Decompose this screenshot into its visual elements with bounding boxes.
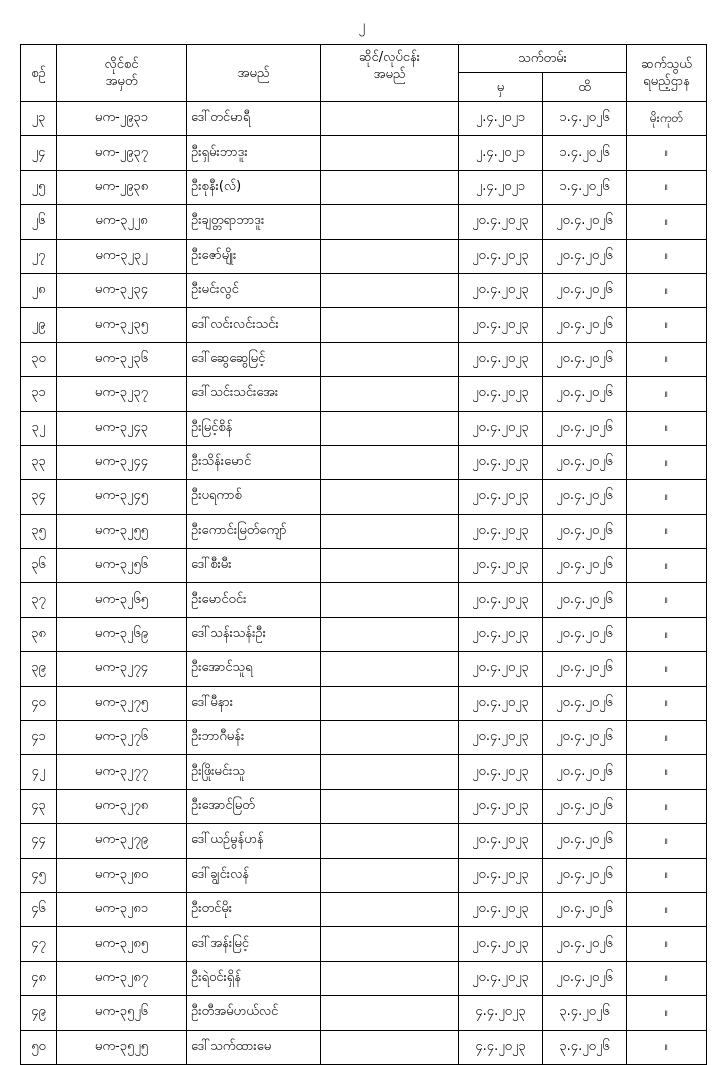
row-number: ၂၅ (21, 170, 57, 204)
contact-office: ။ (627, 377, 707, 411)
shop-name (321, 686, 459, 720)
valid-to: ၂၀.၄.၂၀၂၆ (543, 961, 627, 995)
valid-from: ၂၀.၄.၂၀၂၃ (459, 961, 543, 995)
valid-to: ၂၀.၄.၂၀၂၆ (543, 824, 627, 858)
shop-name (321, 377, 459, 411)
holder-name: ဦးတင်မိုး (187, 892, 321, 926)
license-number: မက-၃၂၄၅ (57, 480, 187, 514)
contact-office: ။ (627, 342, 707, 376)
row-number: ၃၅ (21, 514, 57, 548)
table-row (21, 239, 707, 273)
row-number: ၄၀ (21, 686, 57, 720)
table-row (21, 824, 707, 858)
valid-from: ၂.၄.၂၀၂၁ (459, 170, 543, 204)
holder-name: ဦးမင်းလွင် (187, 273, 321, 307)
contact-office: ။ (627, 686, 707, 720)
header-contact-office: ဆက်သွယ် ရမည့်ဌာန (627, 45, 707, 102)
license-number: မက-၃၂၂၈ (57, 205, 187, 239)
table-row (21, 996, 707, 1030)
holder-name: ဒေါ်စီးမီး (187, 549, 321, 583)
holder-name: ဒေါ်ချွင်းလန် (187, 858, 321, 892)
table-row (21, 273, 707, 307)
valid-to: ၁.၄.၂၀၂၆ (543, 136, 627, 170)
license-number: မက-၃၂၃၇ (57, 377, 187, 411)
license-number: မက-၂၉၃၇ (57, 136, 187, 170)
row-number: ၄၆ (21, 892, 57, 926)
valid-to: ၂၀.၄.၂၀၂၆ (543, 239, 627, 273)
valid-from: ၂၀.၄.၂၀၂၃ (459, 617, 543, 651)
valid-from: ၂၀.၄.၂၀၂၃ (459, 308, 543, 342)
header-validity: သက်တမ်း (459, 45, 627, 73)
shop-name (321, 996, 459, 1030)
table-row (21, 445, 707, 479)
holder-name: ဦးမြင့်စိန် (187, 411, 321, 445)
valid-from: ၂.၄.၂၀၂၁ (459, 136, 543, 170)
valid-to: ၂၀.၄.၂၀၂၆ (543, 686, 627, 720)
table-row (21, 342, 707, 376)
valid-to: ၂၀.၄.၂၀၂၆ (543, 308, 627, 342)
shop-name (321, 102, 459, 136)
valid-from: ၂၀.၄.၂၀၂၃ (459, 411, 543, 445)
license-number: မက-၃၂၃၄ (57, 273, 187, 307)
shop-name (321, 411, 459, 445)
valid-from: ၂၀.၄.၂၀၂၃ (459, 514, 543, 548)
contact-office: ။ (627, 445, 707, 479)
valid-from: ၂၀.၄.၂၀၂၃ (459, 652, 543, 686)
holder-name: ဒေါ်ယဉ်မွန်ဟန် (187, 824, 321, 858)
valid-to: ၃.၄.၂၀၂၆ (543, 996, 627, 1030)
table-row (21, 411, 707, 445)
contact-office: ။ (627, 583, 707, 617)
contact-office: ။ (627, 789, 707, 823)
license-number: မက-၃၂၇၆ (57, 721, 187, 755)
shop-name (321, 480, 459, 514)
page-number: ၂ (358, 18, 366, 34)
shop-name (321, 136, 459, 170)
license-number: မက-၃၂၇၉ (57, 824, 187, 858)
contact-office: ။ (627, 824, 707, 858)
contact-office: ။ (627, 961, 707, 995)
license-number: မက-၃၂၃၅ (57, 308, 187, 342)
holder-name: ဦးတီအမ်ဟယ်လင် (187, 996, 321, 1030)
holder-name: ဦးဇော်မျိုး (187, 239, 321, 273)
contact-office: ။ (627, 549, 707, 583)
row-number: ၃၇ (21, 583, 57, 617)
row-number: ၅၀ (21, 1030, 57, 1064)
row-number: ၄၄ (21, 824, 57, 858)
shop-name (321, 927, 459, 961)
contact-office: ။ (627, 652, 707, 686)
valid-to: ၂၀.၄.၂၀၂၆ (543, 721, 627, 755)
valid-from: ၂၀.၄.၂၀၂၃ (459, 273, 543, 307)
license-number: မက-၃၂၇၇ (57, 755, 187, 789)
contact-office: မိုးကုတ် (627, 102, 707, 136)
contact-office: ။ (627, 170, 707, 204)
license-number: မက-၃၂၈၀ (57, 858, 187, 892)
valid-from: ၂.၄.၂၀၂၁ (459, 102, 543, 136)
holder-name: ဒေါ်တင်မာရီ (187, 102, 321, 136)
table-row (21, 205, 707, 239)
valid-from: ၂၀.၄.၂၀၂၃ (459, 480, 543, 514)
valid-to: ၂၀.၄.၂၀၂၆ (543, 342, 627, 376)
row-number: ၃၁ (21, 377, 57, 411)
holder-name: ဒေါ်သက်ထားမေ (187, 1030, 321, 1064)
valid-from: ၂၀.၄.၂၀၂၃ (459, 205, 543, 239)
license-number: မက-၃၂၈၁ (57, 892, 187, 926)
holder-name: ဦးအောင်သူရ (187, 652, 321, 686)
shop-name (321, 892, 459, 926)
row-number: ၃၉ (21, 652, 57, 686)
license-number: မက-၃၂၄၃ (57, 411, 187, 445)
holder-name: ဦးကောင်းမြတ်ကျော် (187, 514, 321, 548)
valid-from: ၂၀.၄.၂၀၂၃ (459, 858, 543, 892)
row-number: ၂၉ (21, 308, 57, 342)
valid-from: ၂၀.၄.၂၀၂၃ (459, 721, 543, 755)
valid-from: ၄.၄.၂၀၂၃ (459, 1030, 543, 1064)
table-row (21, 170, 707, 204)
valid-to: ၁.၄.၂၀၂၆ (543, 102, 627, 136)
license-number: မက-၃၂၈၇ (57, 961, 187, 995)
valid-to: ၂၀.၄.၂၀၂၆ (543, 445, 627, 479)
valid-to: ၂၀.၄.၂၀၂၆ (543, 617, 627, 651)
holder-name: ဒေါ်မီနား (187, 686, 321, 720)
valid-to: ၂၀.၄.၂၀၂၆ (543, 411, 627, 445)
valid-to: ၂၀.၄.၂၀၂၆ (543, 789, 627, 823)
table-row (21, 549, 707, 583)
table-row (21, 892, 707, 926)
row-number: ၂၃ (21, 102, 57, 136)
holder-name: ဦးအောင်မြတ် (187, 789, 321, 823)
row-number: ၃၀ (21, 342, 57, 376)
contact-office: ။ (627, 1030, 707, 1064)
valid-to: ၂၀.၄.၂၀၂၆ (543, 549, 627, 583)
license-number: မက-၃၂၆၅ (57, 583, 187, 617)
valid-to: ၁.၄.၂၀၂၆ (543, 170, 627, 204)
shop-name (321, 583, 459, 617)
row-number: ၄၈ (21, 961, 57, 995)
valid-from: ၂၀.၄.၂၀၂၃ (459, 789, 543, 823)
holder-name: ဦးပရကာစ် (187, 480, 321, 514)
valid-from: ၂၀.၄.၂၀၂၃ (459, 686, 543, 720)
shop-name (321, 824, 459, 858)
valid-from: ၂၀.၄.၂၀၂၃ (459, 755, 543, 789)
holder-name: ဒေါ်သင်းသင်းအေး (187, 377, 321, 411)
row-number: ၃၃ (21, 445, 57, 479)
row-number: ၄၇ (21, 927, 57, 961)
shop-name (321, 858, 459, 892)
shop-name (321, 1030, 459, 1064)
row-number: ၂၈ (21, 273, 57, 307)
license-number: မက-၃၂၇၅ (57, 686, 187, 720)
valid-from: ၂၀.၄.၂၀၂၃ (459, 445, 543, 479)
holder-name: ဦးရဲဝင်းရှိန် (187, 961, 321, 995)
valid-from: ၄.၄.၂၀၂၃ (459, 996, 543, 1030)
valid-to: ၂၀.၄.၂၀၂၆ (543, 205, 627, 239)
valid-to: ၂၀.၄.၂၀၂၆ (543, 652, 627, 686)
valid-from: ၂၀.၄.၂၀၂၃ (459, 892, 543, 926)
valid-to: ၂၀.၄.၂၀၂၆ (543, 514, 627, 548)
shop-name (321, 170, 459, 204)
shop-name (321, 342, 459, 376)
table-row (21, 652, 707, 686)
shop-name (321, 789, 459, 823)
table-row (21, 136, 707, 170)
header-shop-name: ဆိုင်/လုပ်ငန်း အမည် (321, 45, 459, 102)
license-number: မက-၂၉၃၁ (57, 102, 187, 136)
license-number: မက-၃၂၅၆ (57, 549, 187, 583)
license-number: မက-၃၂၃၆ (57, 342, 187, 376)
table-row (21, 308, 707, 342)
holder-name: ဦးမောင်ဝင်း (187, 583, 321, 617)
contact-office: ။ (627, 858, 707, 892)
valid-to: ၂၀.၄.၂၀၂၆ (543, 927, 627, 961)
shop-name (321, 308, 459, 342)
contact-office: ။ (627, 755, 707, 789)
shop-name (321, 549, 459, 583)
holder-name: ဒေါ်လင်းလင်းသင်း (187, 308, 321, 342)
row-number: ၃၂ (21, 411, 57, 445)
row-number: ၂၄ (21, 136, 57, 170)
shop-name (321, 755, 459, 789)
contact-office: ။ (627, 927, 707, 961)
row-number: ၂၇ (21, 239, 57, 273)
license-register-table (20, 44, 707, 1065)
row-number: ၄၃ (21, 789, 57, 823)
license-number: မက-၃၂၅၅ (57, 514, 187, 548)
contact-office: ။ (627, 136, 707, 170)
valid-from: ၂၀.၄.၂၀၂၃ (459, 377, 543, 411)
holder-name: ဒေါ်အန်းမြင့် (187, 927, 321, 961)
shop-name (321, 205, 459, 239)
holder-name: ဦးစုနီး(လ်) (187, 170, 321, 204)
row-number: ၃၆ (21, 549, 57, 583)
shop-name (321, 239, 459, 273)
table-row (21, 961, 707, 995)
table-row (21, 755, 707, 789)
row-number: ၄၂ (21, 755, 57, 789)
contact-office: ။ (627, 721, 707, 755)
valid-from: ၂၀.၄.၂၀၂၃ (459, 927, 543, 961)
license-number: မက-၃၂၃၂ (57, 239, 187, 273)
table-row (21, 480, 707, 514)
license-number: မက-၃၂၆၉ (57, 617, 187, 651)
license-number: မက-၃၂၈၅ (57, 927, 187, 961)
contact-office: ။ (627, 205, 707, 239)
valid-from: ၂၀.၄.၂၀၂၃ (459, 824, 543, 858)
holder-name: ဦးချတ္တရာဘာဒူး (187, 205, 321, 239)
table-row (21, 686, 707, 720)
valid-from: ၂၀.၄.၂၀၂၃ (459, 583, 543, 617)
valid-to: ၂၀.၄.၂၀၂၆ (543, 583, 627, 617)
license-number: မက-၃၂၄၄ (57, 445, 187, 479)
row-number: ၂၆ (21, 205, 57, 239)
license-number: မက-၃၂၇၄ (57, 652, 187, 686)
row-number: ၄၅ (21, 858, 57, 892)
valid-from: ၂၀.၄.၂၀၂၃ (459, 342, 543, 376)
contact-office: ။ (627, 308, 707, 342)
valid-to: ၂၀.၄.၂၀၂၆ (543, 755, 627, 789)
valid-to: ၂၀.၄.၂၀၂၆ (543, 273, 627, 307)
row-number: ၄၉ (21, 996, 57, 1030)
shop-name (321, 652, 459, 686)
valid-to: ၂၀.၄.၂၀၂၆ (543, 892, 627, 926)
contact-office: ။ (627, 273, 707, 307)
table-row (21, 858, 707, 892)
valid-to: ၂၀.၄.၂၀၂၆ (543, 858, 627, 892)
license-number: မက-၃၅၂၅ (57, 1030, 187, 1064)
row-number: ၃၄ (21, 480, 57, 514)
shop-name (321, 617, 459, 651)
header-name: အမည် (187, 45, 321, 102)
license-number: မက-၃၅၂၆ (57, 996, 187, 1030)
table-row (21, 617, 707, 651)
holder-name: ဒေါ်သန်းသန်းဦး (187, 617, 321, 651)
table-header (21, 45, 707, 102)
holder-name: ဦးဖြိုးမင်းသူ (187, 755, 321, 789)
valid-to: ၂၀.၄.၂၀၂၆ (543, 377, 627, 411)
shop-name (321, 514, 459, 548)
header-from: မှ (459, 73, 543, 102)
holder-name: ဦးရှမ်းဘာဒူး (187, 136, 321, 170)
contact-office: ။ (627, 892, 707, 926)
row-number: ၃၈ (21, 617, 57, 651)
contact-office: ။ (627, 411, 707, 445)
row-number: ၄၁ (21, 721, 57, 755)
holder-name: ဦးဘာဂီမန်း (187, 721, 321, 755)
contact-office: ။ (627, 617, 707, 651)
contact-office: ။ (627, 514, 707, 548)
shop-name (321, 721, 459, 755)
valid-from: ၂၀.၄.၂၀၂၃ (459, 549, 543, 583)
contact-office: ။ (627, 996, 707, 1030)
table-row (21, 583, 707, 617)
table-row (21, 514, 707, 548)
table-row (21, 377, 707, 411)
license-number: မက-၃၂၇၈ (57, 789, 187, 823)
license-number: မက-၂၉၃၈ (57, 170, 187, 204)
table-row (21, 927, 707, 961)
table-row (21, 721, 707, 755)
header-to: ထိ (543, 73, 627, 102)
header-no: စဉ် (21, 45, 57, 102)
contact-office: ။ (627, 480, 707, 514)
holder-name: ဦးသိန်းမောင် (187, 445, 321, 479)
table-row (21, 1030, 707, 1064)
valid-from: ၂၀.၄.၂၀၂၃ (459, 239, 543, 273)
table-body (21, 102, 707, 1065)
header-license-number: လိုင်စင် အမှတ် (57, 45, 187, 102)
shop-name (321, 273, 459, 307)
shop-name (321, 445, 459, 479)
holder-name: ဒေါ်ဆွေဆွေမြင့် (187, 342, 321, 376)
shop-name (321, 961, 459, 995)
contact-office: ။ (627, 239, 707, 273)
valid-to: ၃.၄.၂၀၂၆ (543, 1030, 627, 1064)
table-row (21, 789, 707, 823)
valid-to: ၂၀.၄.၂၀၂၆ (543, 480, 627, 514)
table-row (21, 102, 707, 136)
